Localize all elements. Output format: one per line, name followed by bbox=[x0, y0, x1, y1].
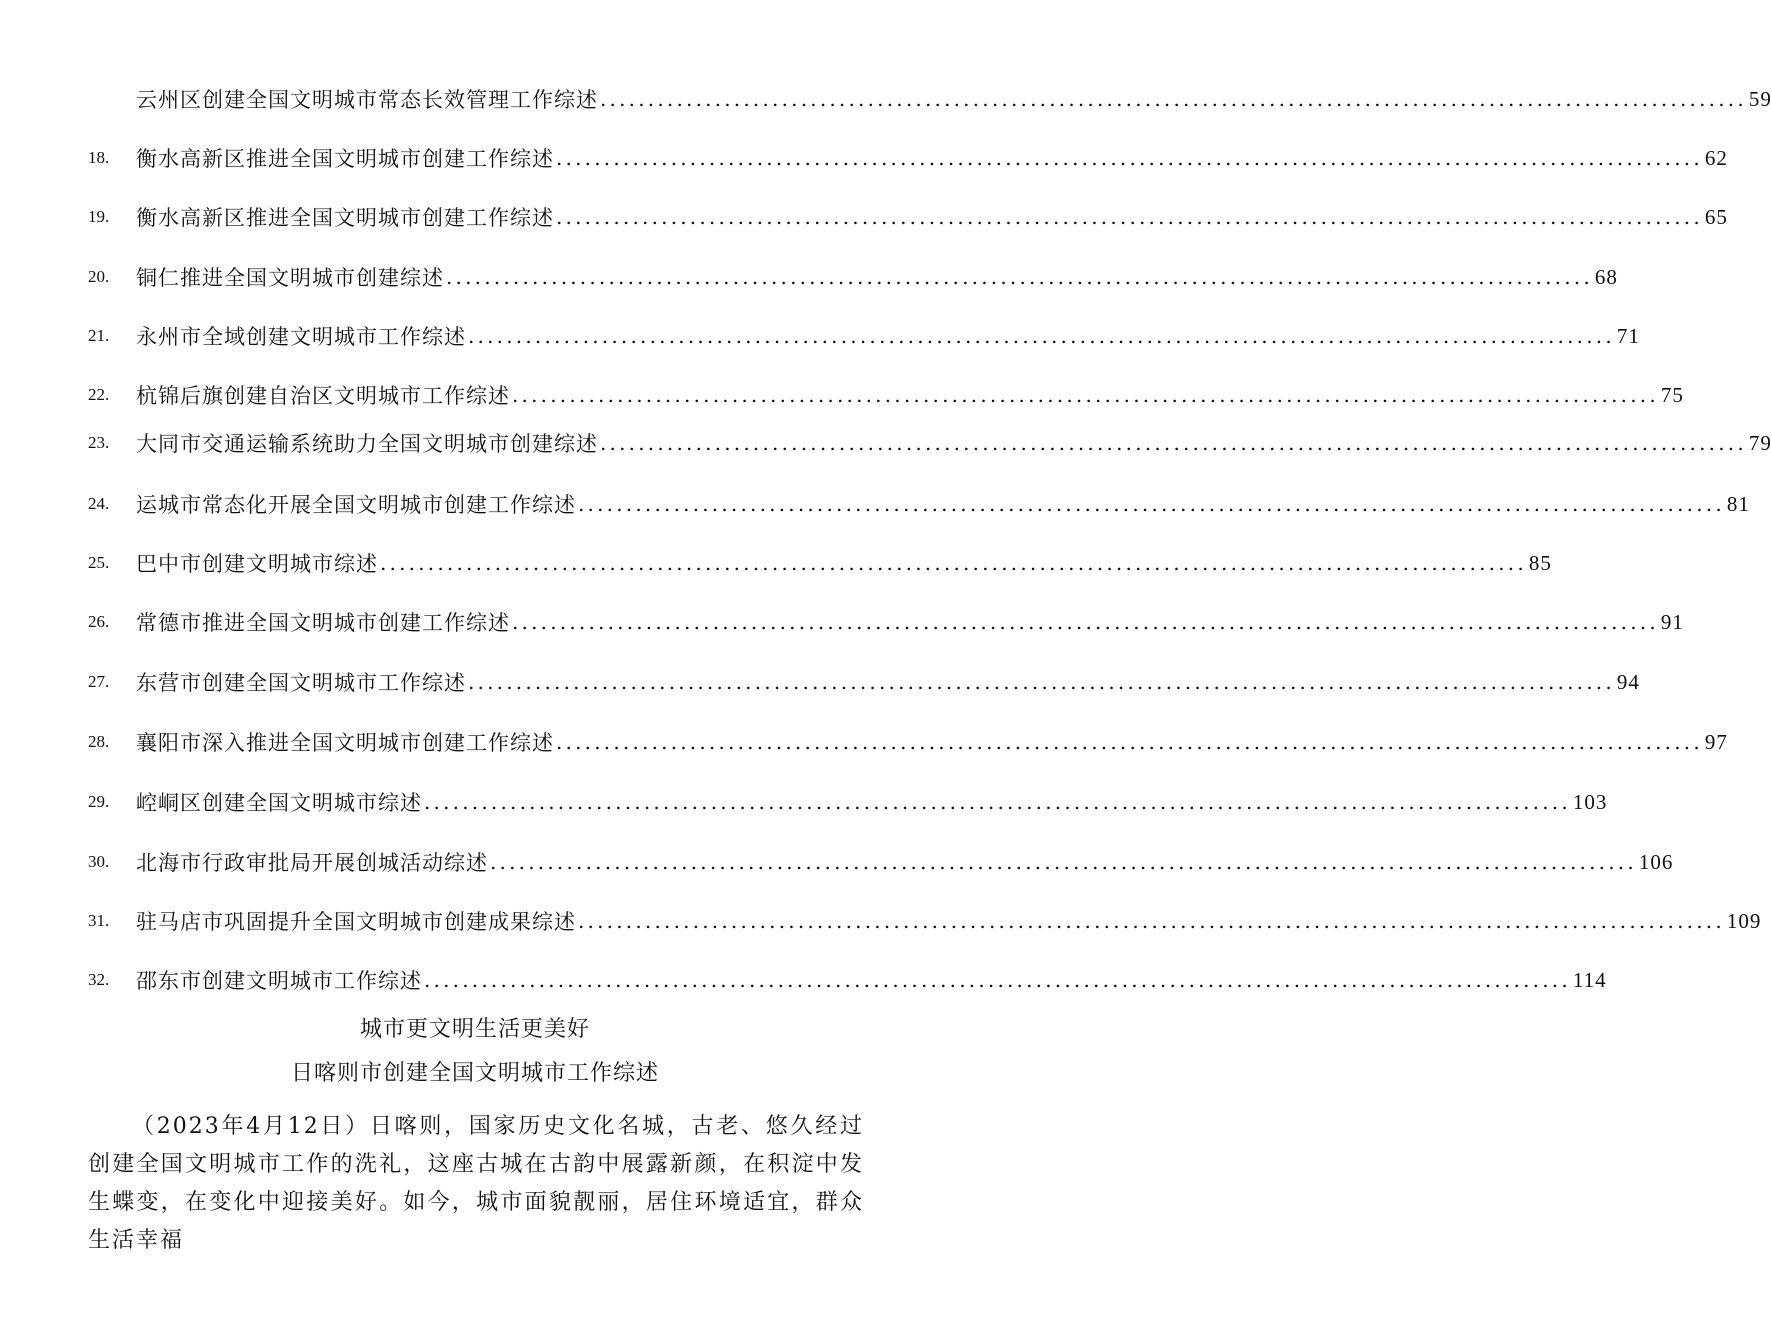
toc-entry-title: 铜仁推进全国文明城市创建综述 bbox=[136, 266, 444, 290]
toc-entry-title: 云州区创建全国文明城市常态长效管理工作综述 bbox=[136, 88, 598, 112]
toc-entry[interactable] bbox=[88, 260, 1618, 294]
toc-entry-page: 62 bbox=[1704, 145, 1728, 170]
toc-entry-page: 103 bbox=[1572, 789, 1608, 814]
toc-entry-number: 18. bbox=[88, 148, 110, 167]
toc-entry-number: 31. bbox=[88, 911, 110, 930]
toc-entry-title: 北海市行政审批局开展创城活动综述 bbox=[136, 851, 488, 875]
toc-entry-title: 襄阳市深入推进全国文明城市创建工作综述 bbox=[136, 731, 554, 755]
toc-entry[interactable] bbox=[88, 785, 1608, 819]
toc-entry-number: 24. bbox=[88, 494, 110, 513]
toc-entry-page: 106 bbox=[1638, 849, 1674, 874]
toc-entry-title: 杭锦后旗创建自治区文明城市工作综述 bbox=[136, 384, 510, 408]
toc-entry[interactable] bbox=[88, 319, 1640, 353]
toc-leader-dots: ........................................................................................................................ bbox=[512, 610, 1659, 634]
toc-leader-dots: ........................................................................................................................ bbox=[380, 551, 1527, 575]
toc-entry-number: 28. bbox=[88, 732, 110, 751]
toc-leader-dots: ........................................................................................................................ bbox=[512, 383, 1659, 407]
toc-entry-page: 91 bbox=[1660, 609, 1684, 634]
toc-entry[interactable] bbox=[88, 378, 1684, 412]
toc-entry-title: 大同市交通运输系统助力全国文明城市创建综述 bbox=[136, 432, 598, 456]
toc-entry-page: 79 bbox=[1748, 430, 1772, 455]
toc-entry[interactable] bbox=[88, 725, 1728, 759]
toc-entry-page: 65 bbox=[1704, 204, 1728, 229]
toc-entry-page: 71 bbox=[1616, 323, 1640, 348]
toc-entry[interactable] bbox=[88, 904, 1762, 938]
toc-entry-page: 114 bbox=[1572, 967, 1607, 992]
article-body: （2023年4月12日）日喀则，国家历史文化名城，古老、悠久经过创建全国文明城市工作的洗礼，这座古城在古韵中展露新颜，在积淀中发生蝶变，在变化中迎接美好。如今，城市面貌靓丽，居住环境适宜，群众生活幸福 bbox=[88, 1114, 864, 1253]
toc-entry-title: 驻马店市巩固提升全国文明城市创建成果综述 bbox=[136, 910, 576, 934]
toc-entry[interactable] bbox=[88, 605, 1684, 639]
toc-leader-dots: ........................................................................................................................ bbox=[600, 87, 1747, 111]
toc-leader-dots: ........................................................................................................................ bbox=[446, 265, 1593, 289]
toc-entry-page: 81 bbox=[1726, 491, 1750, 516]
toc-entry-page: 94 bbox=[1616, 669, 1640, 694]
toc-leader-dots: ........................................................................................................................ bbox=[468, 324, 1615, 348]
toc-entry[interactable] bbox=[88, 845, 1674, 879]
toc-entry[interactable] bbox=[88, 82, 1772, 116]
toc-entry-number: 29. bbox=[88, 792, 110, 811]
toc-entry[interactable] bbox=[88, 546, 1552, 580]
article-title: 城市更文明生活更美好 bbox=[359, 1017, 590, 1042]
toc-leader-dots: ........................................................................................................................ bbox=[424, 968, 1571, 992]
toc-leader-dots: ........................................................................................................................ bbox=[600, 431, 1747, 455]
toc-entry-title: 永州市全域创建文明城市工作综述 bbox=[136, 325, 466, 349]
toc-leader-dots: ........................................................................................................................ bbox=[490, 850, 1637, 874]
toc-entry[interactable] bbox=[88, 963, 1607, 997]
toc-leader-dots: ........................................................................................................................ bbox=[468, 670, 1615, 694]
toc-entry-page: 97 bbox=[1704, 729, 1728, 754]
toc-entry-page: 109 bbox=[1726, 908, 1762, 933]
toc-entry-page: 85 bbox=[1528, 550, 1552, 575]
toc-entry-page: 75 bbox=[1660, 382, 1684, 407]
toc-entry-page: 59 bbox=[1748, 86, 1772, 111]
toc-entry-number: 20. bbox=[88, 267, 110, 286]
toc-entry[interactable] bbox=[88, 665, 1640, 699]
toc-leader-dots: ........................................................................................................................ bbox=[556, 730, 1703, 754]
toc-entry-number: 25. bbox=[88, 553, 110, 572]
toc-entry-number: 23. bbox=[88, 433, 110, 452]
toc-entry-title: 运城市常态化开展全国文明城市创建工作综述 bbox=[136, 493, 576, 517]
toc-entry-title: 邵东市创建文明城市工作综述 bbox=[136, 969, 422, 993]
toc-entry[interactable] bbox=[88, 141, 1728, 175]
toc-entry[interactable] bbox=[88, 426, 1772, 460]
toc-entry-number: 21. bbox=[88, 326, 110, 345]
toc-entry-title: 常德市推进全国文明城市创建工作综述 bbox=[136, 611, 510, 635]
toc-leader-dots: ........................................................................................................................ bbox=[556, 146, 1703, 170]
article-subtitle: 日喀则市创建全国文明城市工作综述 bbox=[290, 1061, 659, 1086]
toc-entry-number: 26. bbox=[88, 612, 110, 631]
toc-entry-number: 19. bbox=[88, 207, 110, 226]
toc-leader-dots: ........................................................................................................................ bbox=[424, 790, 1571, 814]
toc-entry-title: 巴中市创建文明城市综述 bbox=[136, 552, 378, 576]
toc-entry-number: 32. bbox=[88, 970, 110, 989]
toc-entry-number: 22. bbox=[88, 385, 110, 404]
toc-entry-number: 27. bbox=[88, 672, 110, 691]
toc-entry-title: 衡水高新区推进全国文明城市创建工作综述 bbox=[136, 147, 554, 171]
toc-entry-title: 东营市创建全国文明城市工作综述 bbox=[136, 671, 466, 695]
toc-entry-title: 崆峒区创建全国文明城市综述 bbox=[136, 791, 422, 815]
toc-leader-dots: ........................................................................................................................ bbox=[578, 909, 1725, 933]
toc-entry-title: 衡水高新区推进全国文明城市创建工作综述 bbox=[136, 206, 554, 230]
toc-entry[interactable] bbox=[88, 487, 1750, 521]
toc-entry-number: 30. bbox=[88, 852, 110, 871]
toc-entry-page: 68 bbox=[1594, 264, 1618, 289]
toc-leader-dots: ........................................................................................................................ bbox=[556, 205, 1703, 229]
toc-entry[interactable] bbox=[88, 200, 1728, 234]
toc-leader-dots: ........................................................................................................................ bbox=[578, 492, 1725, 516]
